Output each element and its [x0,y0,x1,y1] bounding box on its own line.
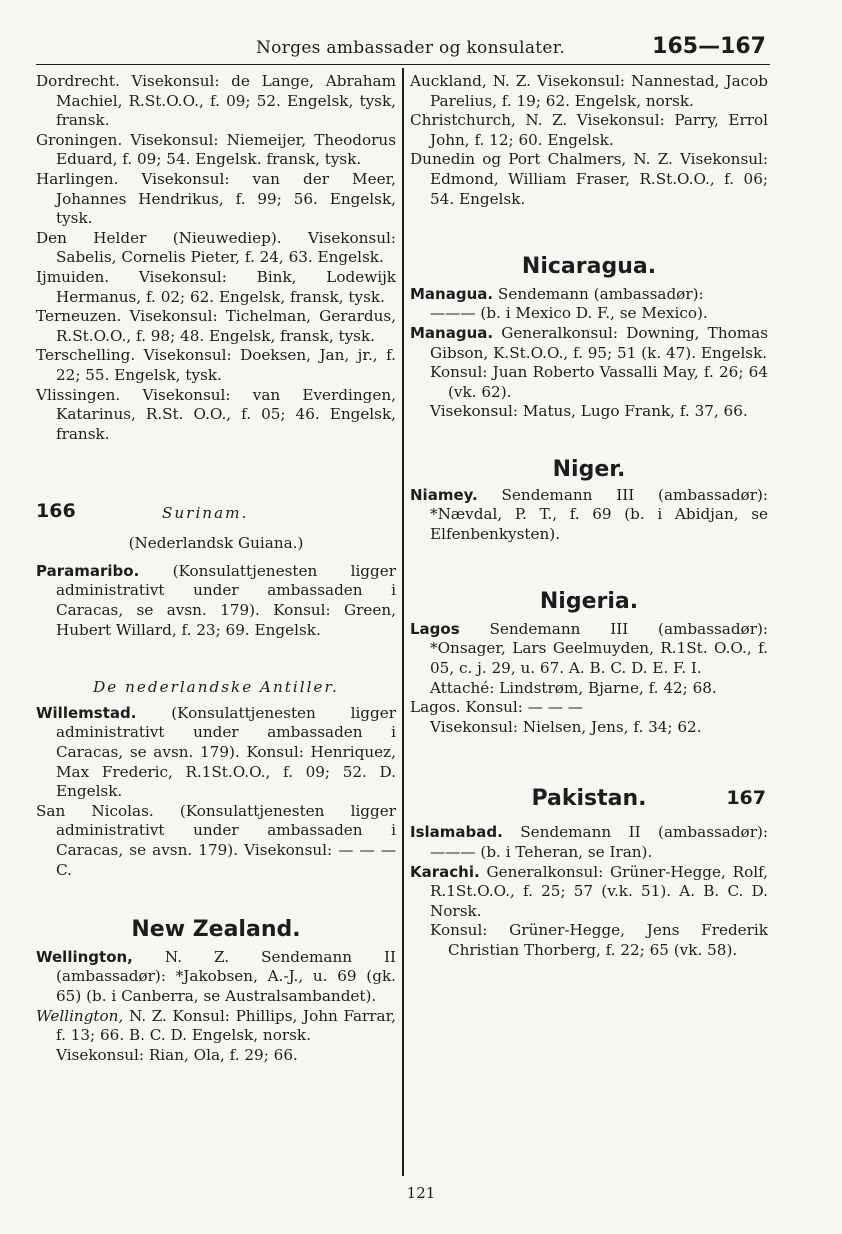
entry-groningen: Groningen. Visekonsul: Niemeijer, Theodorus Eduard, f. 09; 54. Engelsk. fransk, tysk. [36,130,396,169]
managua-embassy-text: Sendemann (ambassadør): [497,284,704,303]
niamey-text: Sendemann III (ambassadør): *Nævdal, P. T., f. 69 (b. i Abidjan, se Elfenbenkysten). [430,485,768,543]
entry-wellington-consul [36,1007,396,1046]
country-new-zealand: New Zealand. [131,917,301,943]
wellington-vice-consul: Visekonsul: Rian, Ola, f. 29; 66. [56,1045,298,1064]
lagos-visekonsul: Visekonsul: Nielsen, Jens, f. 34; 62. [430,717,702,736]
wellington-embassy-text: N. Z. Sendemann II (ambassadør): *Jakobsen, A.-J., u. 69 (gk. 65) (b. i Canberra, se Australsambandet). [56,947,396,1005]
san-nicolas-end: — — — C. [56,841,397,879]
wellington-consul-text: N. Z. Konsul: Phillips, John Farrar, f. 13; 66. B. C. D. Engelsk, norsk. [56,1006,396,1045]
entry-auckland: Auckland, N. Z. Visekonsul: Nannestad, Jacob Parelius, f. 19; 62. Engelsk, norsk. [410,72,768,110]
entry-ijmuiden: Ijmuiden. Visekonsul: Bink, Lodewijk Hermanus, f. 02; 62. Engelsk, fransk, tysk. [36,267,396,306]
entry-den-helder: Den Helder (Nieuwediep). Visekonsul: Sabelis, Cornelis Pieter, f. 24, 63. Engelsk. [36,228,396,267]
entry-karachi [410,863,768,922]
lagos-embassy-text: Sendemann III (ambassadør): *Onsager, Lars Geelmuyden, R.1St. O.O., f. 05, c. j. 29, u. 67. A. B. C. D. E. F. I. [430,619,768,678]
islamabad-text: Sendemann II (ambassadør): ——— (b. i Teheran, se Iran). [430,823,768,862]
managua-embassy-note: ——— (b. i Mexico D. F., se Mexico). [430,304,708,323]
lagos-konsul: Lagos. Konsul: — — — [410,698,583,717]
country-niger: Niger. [552,456,626,482]
city-karachi: Karachi. [410,862,480,881]
section-number-166: 166 [36,500,76,523]
section-number-167: 167 [726,787,766,810]
managua-visekonsul: Visekonsul: Matus, Lugo Frank, f. 37, 66. [430,402,748,421]
suriname-heading [36,502,396,526]
karachi-konsul: Konsul: Grüner-Hegge, Jens Frederik Christian Thorberg, f. 22; 65 (vk. 58). [430,921,768,959]
managua-consulate-text: Generalkonsul: Downing, Thomas Gibson, K.St.O.O., f. 95; 51 (k. 47). Engelsk. [430,323,768,362]
entry-christchurch: Christchurch, N. Z. Visekonsul: Parry, Errol John, f. 12; 60. Engelsk. [410,111,768,149]
karachi-text: Generalkonsul: Grüner-Hegge, Rolf, R.1St.O.O., f. 25; 57 (v.k. 51). A. B. C. D. Norsk. [430,862,768,920]
right-column [410,72,768,961]
column-divider [402,68,404,1176]
pakistan-heading [410,786,768,815]
city-wellington: Wellington, [36,947,133,966]
san-nicolas-text: San Nicolas. (Konsulattjenesten ligger administrativt under ambassaden i Caracas, se avsn. 179). Visekonsul: [36,801,396,859]
entry-harlingen: Harlingen. Visekonsul: van der Meer, Johannes Hendrikus, f. 99; 56. Engelsk, tysk. [36,169,396,228]
lagos-attache: Attaché: Lindstrøm, Bjarne, f. 42; 68. [430,678,717,697]
section-range: 165—167 [652,34,766,59]
city-islamabad: Islamabad. [410,823,503,842]
antilles-title: De nederlandske Antiller. [93,678,339,697]
suriname-subtitle: (Nederlandsk Guiana.) [128,534,304,553]
running-title: Norges ambassader og konsulater. [256,38,566,58]
header-rule [36,64,770,65]
entry-managua-embassy [410,285,768,305]
entry-lagos-embassy [410,620,768,679]
entry-dordrecht: Dordrecht. Visekonsul: de Lange, Abraham Machiel, R.St.O.O., f. 09; 52. Engelsk, tysk, fransk. [36,72,396,130]
managua-konsul: Konsul: Juan Roberto Vassalli May, f. 26; 64 (vk. 62). [430,363,768,401]
country-pakistan: Pakistan. [531,786,647,812]
city-managua: Managua. [410,284,494,303]
country-nicaragua: Nicaragua. [521,254,657,280]
entry-dunedin: Dunedin og Port Chalmers, N. Z. Visekonsul: Edmond, William Fraser, R.St.O.O., f. 06; 54. Engelsk. [410,150,768,208]
country-nigeria: Nigeria. [539,589,639,615]
entry-niamey [410,486,768,545]
page-header [36,34,770,66]
entry-managua-consulate [410,324,768,363]
city-willemstad: Willemstad. [36,703,137,722]
entry-terneuzen: Terneuzen. Visekonsul: Tichelman, Gerardus, R.St.O.O., f. 98; 48. Engelsk, fransk, tysk. [36,307,396,345]
entry-wellington-embassy [36,948,396,1007]
suriname-title: Surinam. [162,504,249,523]
entry-terschelling: Terschelling. Visekonsul: Doeksen, Jan, jr., f. 22; 55. Engelsk, tysk. [36,346,396,384]
entry-san-nicolas [36,802,396,880]
entry-islamabad [410,823,768,862]
willemstad-text: (Konsulattjenesten ligger administrativt under ambassaden i Caracas, se avsn. 179). Konsul: Henriquez, Max Frederic, R.1St.O.O., f. 09; 52. D. Engelsk. [56,703,396,801]
city-lagos: Lagos [410,619,460,638]
entry-paramaribo [36,562,396,640]
city-niamey: Niamey. [410,485,478,504]
city-managua-2: Managua. [410,323,494,342]
page-number: 121 [406,1184,436,1202]
paramaribo-text: (Konsulattjenesten ligger administrativt under ambassaden i Caracas, se avsn. 179). Konsul: Green, Hubert Willard, f. 23; 69. Engelsk. [56,561,396,639]
left-column [36,72,396,1065]
city-paramaribo: Paramaribo. [36,561,140,580]
entry-willemstad [36,704,396,802]
entry-vlissingen: Vlissingen. Visekonsul: van Everdingen, Katarinus, R.St. O.O., f. 05; 46. Engelsk, fransk. [36,385,396,443]
city-wellington-consul: Wellington, [36,1006,124,1025]
